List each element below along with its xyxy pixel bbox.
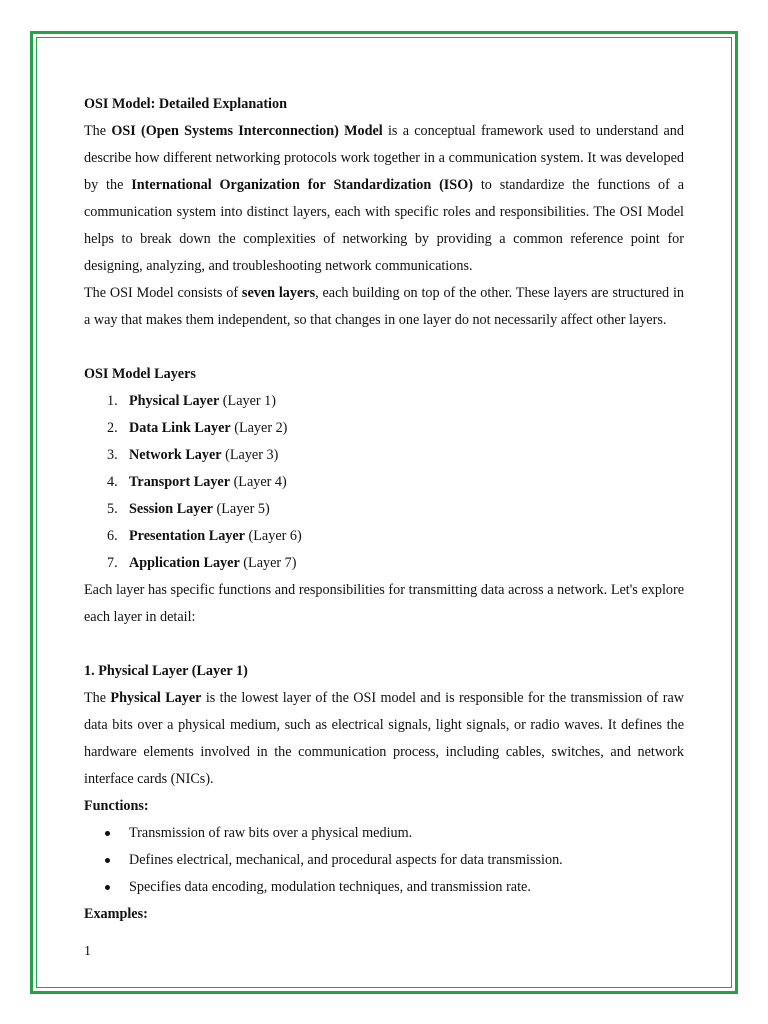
list-item [84,523,684,550]
layer-name: Session Layer [129,501,213,517]
list-item [84,388,684,415]
text-run: is a conceptual framework used to understand and describe how different networking protocols work together in a communication system. It was developed by the [84,123,684,193]
list-item [84,550,684,577]
spacer [84,334,684,361]
layer-tag: (Layer 4) [230,474,287,490]
text-run: to standardize the functions of a communication system into distinct layers, each with specific roles and responsibilities. The OSI Model helps to break down the complexities of networking by providing a common reference point for designing, analyzing, and troubleshooting network communications. [84,177,684,274]
list-number: 3. [107,447,118,463]
layer-name: Application Layer [129,555,240,571]
spacer [84,631,684,658]
list-number: 6. [107,528,118,544]
bullet-icon [105,885,110,890]
intro-paragraph-1 [84,118,684,280]
function-text: Transmission of raw bits over a physical medium. [129,825,413,841]
text-run: is the lowest layer of the OSI model and is responsible for the transmission of raw data bits over a physical medium, such as electrical signals, light signals, or radio waves. It defines the hardware elements involved in the communication process, including cables, switches, and network interface cards (NICs). [84,690,684,787]
layer-tag: (Layer 6) [244,528,302,544]
list-number: 1. [107,393,118,409]
functions-list [84,820,684,901]
seven-layers-term: seven layers [241,285,316,301]
layers-outro: Each layer has specific functions and responsibilities for transmitting data across a network. Let's explore each layer in detail: [84,582,684,625]
physical-layer-term: Physical Layer [110,690,202,706]
layers-heading: OSI Model Layers [84,366,196,382]
text-run: The [84,123,112,139]
list-item [84,820,684,847]
osi-term: OSI (Open Systems Interconnection) Model [111,123,383,139]
layer-tag: (Layer 2) [230,420,288,436]
layer-name: Physical Layer [129,393,220,409]
function-text: Specifies data encoding, modulation techniques, and transmission rate. [129,879,531,895]
layer-tag: (Layer 1) [219,393,276,409]
text-run: The OSI Model consists of [84,285,242,301]
layer-tag: (Layer 5) [212,501,270,517]
layer-name: Network Layer [129,447,222,463]
layer-tag: (Layer 7) [239,555,297,571]
document-body [84,91,684,928]
list-item [84,415,684,442]
layer-name: Data Link Layer [129,420,231,436]
document-title: OSI Model: Detailed Explanation [84,96,287,112]
physical-layer-heading: 1. Physical Layer (Layer 1) [84,663,248,679]
layer-tag: (Layer 3) [221,447,279,463]
list-number: 4. [107,474,118,490]
layers-list [84,388,684,577]
list-item [84,847,684,874]
bullet-icon [105,831,110,836]
function-text: Defines electrical, mechanical, and procedural aspects for data transmission. [129,852,563,868]
list-number: 7. [107,555,118,571]
page-number: 1 [84,944,91,959]
physical-layer-paragraph [84,685,684,793]
text-run: , each building on top of the other. These layers are structured in a way that makes them independent, so that changes in one layer do not necessarily affect other layers. [84,285,684,328]
list-number: 5. [107,501,118,517]
list-item [84,496,684,523]
list-item [84,874,684,901]
functions-heading: Functions: [84,798,149,814]
layer-name: Presentation Layer [129,528,245,544]
iso-term: International Organization for Standardization (ISO) [131,177,473,193]
bullet-icon [105,858,110,863]
list-item [84,442,684,469]
intro-paragraph-2 [84,280,684,334]
text-run: The [84,690,111,706]
examples-heading: Examples: [84,906,148,922]
layer-name: Transport Layer [129,474,231,490]
list-item [84,469,684,496]
list-number: 2. [107,420,118,436]
